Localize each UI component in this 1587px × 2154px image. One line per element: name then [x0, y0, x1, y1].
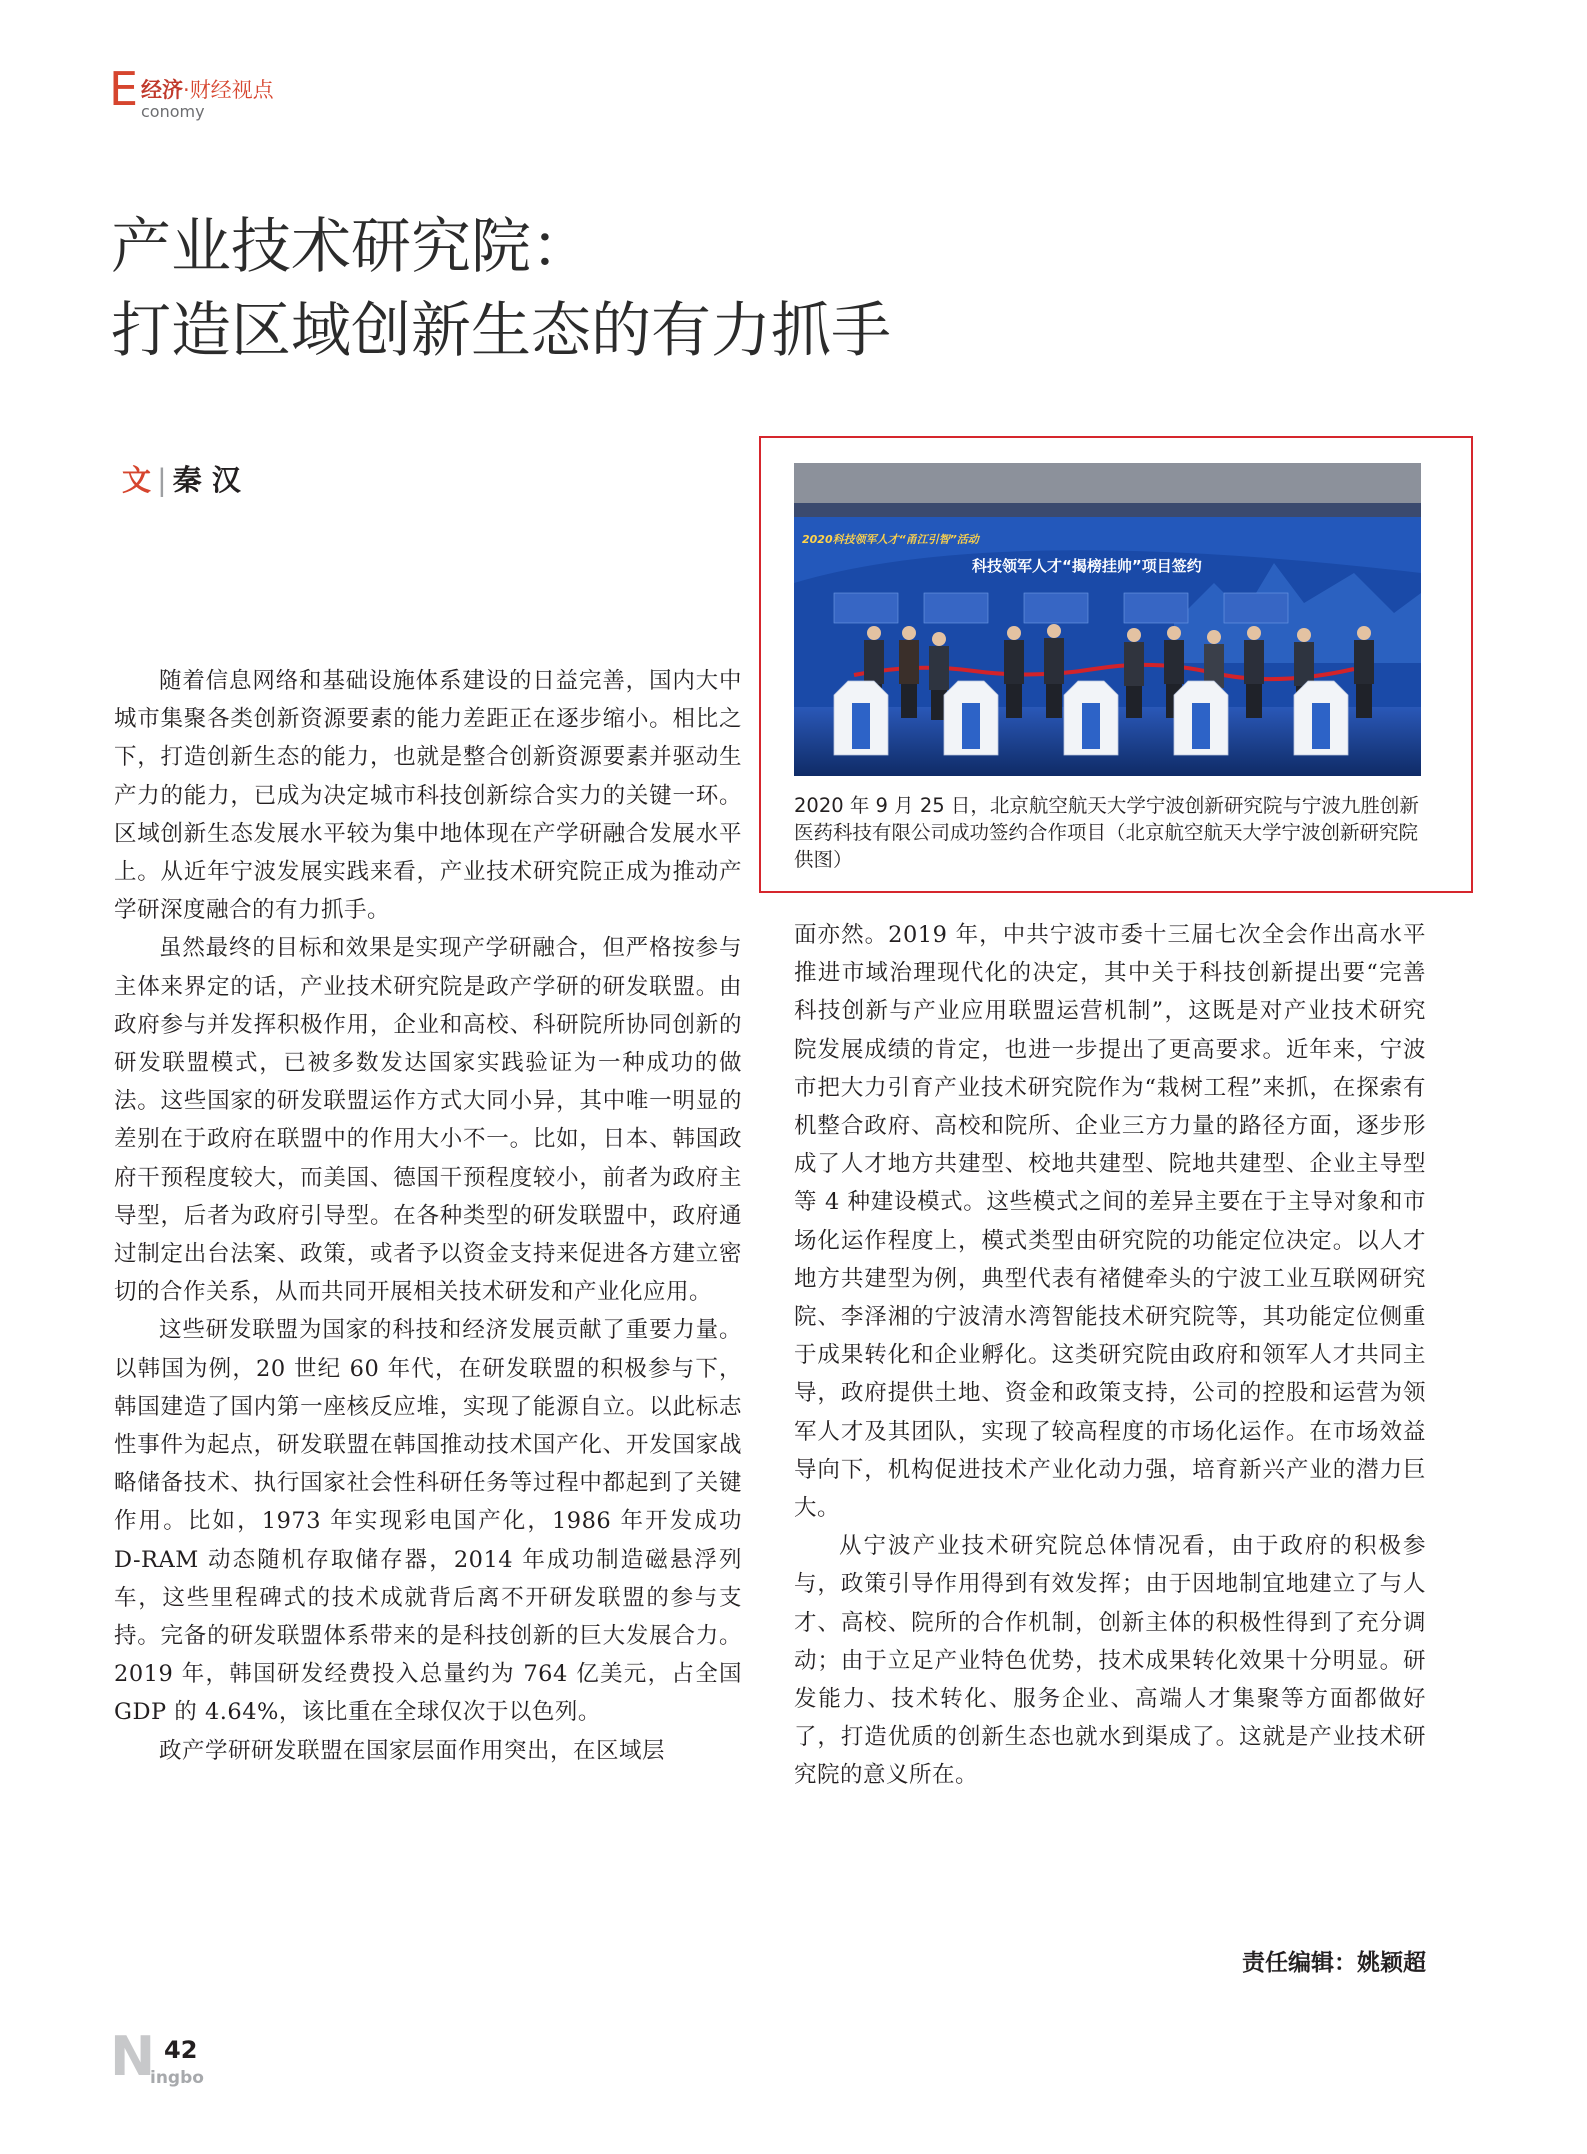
paragraph: 这些研发联盟为国家的科技和经济发展贡献了重要力量。以韩国为例，20 世纪 60 年代，在研发联盟的积极参与下，韩国建造了国内第一座核反应堆，实现了能源自立。以此标志性事件为起点，研发联盟在韩国推动技术国产化、开发国家战略储备技术、执行国家社会性科研任务等过程中都起到了关键作用。比如，1973 年实现彩电国产化，1986 年开发成功 D-RAM 动态随机存取储存器，2014 年成功制造磁悬浮列车，这些里程碑式的技术成就背后离不开研发联盟的参与支持。完备的研发联盟体系带来的是科技创新的巨大发展合力。2019 年，韩国研发经费投入总量约为 764 亿美元，占全国 GDP 的 4.64%，该比重在全球仅次于以色列。 — [114, 1317, 742, 1726]
page-number: 42 — [164, 2036, 198, 2064]
stage-scene — [794, 463, 1421, 776]
section-label — [141, 74, 274, 104]
title-line-1: 产业技术研究院： — [111, 212, 591, 282]
section-name: 经济 — [141, 78, 183, 102]
byline-author: 秦汉 — [172, 463, 251, 497]
section-initial: E — [109, 62, 139, 116]
footer-initial: N — [110, 2025, 156, 2088]
paragraph: 虽然最终的目标和效果是实现产学研融合，但严格按参与主体来界定的话，产业技术研究院是政产学研的研发联盟。由政府参与并发挥积极作用，企业和高校、科研院所协同创新的研发联盟模式，已被多数发达国家实践验证为一种成功的做法。这些国家的研发联盟运作方式大同小异，其中唯一明显的差别在于政府在联盟中的作用大小不一。比如，日本、韩国政府干预程度较大，而美国、德国干预程度较小，前者为政府主导型，后者为政府引导型。在各种类型的研发联盟中，政府通过制定出台法案、政策，或者予以资金支持来促进各方建立密切的合作关系，从而共同开展相关技术研发和产业化应用。 — [114, 935, 742, 1306]
section-header — [109, 62, 329, 121]
section-english: conomy — [141, 102, 205, 121]
photo-banner-main: 科技领军人才“揭榜挂帅”项目签约 — [972, 557, 1202, 575]
paragraph-continued: 面亦然。2019 年，中共宁波市委十三届七次全会作出高水平推进市域治理现代化的决定，其中关于科技创新提出要“完善科技创新与产业应用联盟运营机制”，这既是对产业技术研究院发展成绩的肯定，也进一步提出了更高要求。近年来，宁波市把大力引育产业技术研究院作为“栽树工程”来抓，在探索有机整合政府、高校和院所、企业三方力量的路径方面，逐步形成了人才地方共建型、校地共建型、院地共建型、企业主导型等 4 种建设模式。这些模式之间的差异主要在于主导对象和市场化运作程度上，模式类型由研究院的功能定位决定。以人才地方共建型为例，典型代表有褚健牵头的宁波工业互联网研究院、李泽湘的宁波清水湾智能技术研究院等，其功能定位侧重于成果转化和企业孵化。这类研究院由政府和领军人才共同主导，政府提供土地、资金和政策支持，公司的控股和运营为领军人才及其团队，实现了较高程度的市场化运作。在市场效益导向下，机构促进技术产业化动力强，培育新兴产业的潜力巨大。 — [794, 922, 1426, 1522]
body-column-right — [794, 916, 1426, 1795]
byline-separator: | — [157, 463, 167, 497]
subsection-name: 财经视点 — [189, 78, 274, 102]
body-column-left — [114, 662, 742, 1770]
footer-city: ingbo — [150, 2068, 204, 2088]
article-title — [111, 205, 1111, 373]
byline — [122, 458, 251, 499]
event-photo — [794, 463, 1421, 776]
paragraph: 随着信息网络和基础设施体系建设的日益完善，国内大中城市集聚各类创新资源要素的能力差距正在逐步缩小。相比之下，打造创新生态的能力，也就是整合创新资源要素并驱动生产力的能力，已成为决定城市科技创新综合实力的关键一环。区域创新生态发展水平较为集中地体现在产学研融合发展水平上。从近年宁波发展实践来看，产业技术研究院正成为推动产学研深度融合的有力抓手。 — [114, 668, 742, 924]
photo-banner-left: 2020科技领军人才“甬江引智”活动 — [802, 533, 979, 546]
responsible-editor: 责任编辑：姚颖超 — [1242, 1950, 1426, 1976]
section-dot: · — [183, 78, 190, 102]
page-footer — [110, 2025, 230, 2094]
paragraph: 政产学研研发联盟在国家层面作用突出，在区域层 — [159, 1737, 666, 1764]
byline-prefix: 文 — [122, 463, 152, 497]
paragraph: 从宁波产业技术研究院总体情况看，由于政府的积极参与，政策引导作用得到有效发挥；由于因地制宜地建立了与人才、高校、院所的合作机制，创新主体的积极性得到了充分调动；由于立足产业特色优势，技术成果转化效果十分明显。研发能力、技术转化、服务企业、高端人才集聚等方面都做好了，打造优质的创新生态也就水到渠成了。这就是产业技术研究院的意义所在。 — [794, 1533, 1426, 1789]
photo-caption: 2020 年 9 月 25 日，北京航空航天大学宁波创新研究院与宁波九胜创新医药科技有限公司成功签约合作项目（北京航空航天大学宁波创新研究院供图） — [794, 794, 1419, 871]
title-line-2: 打造区域创新生态的有力抓手 — [111, 296, 891, 366]
